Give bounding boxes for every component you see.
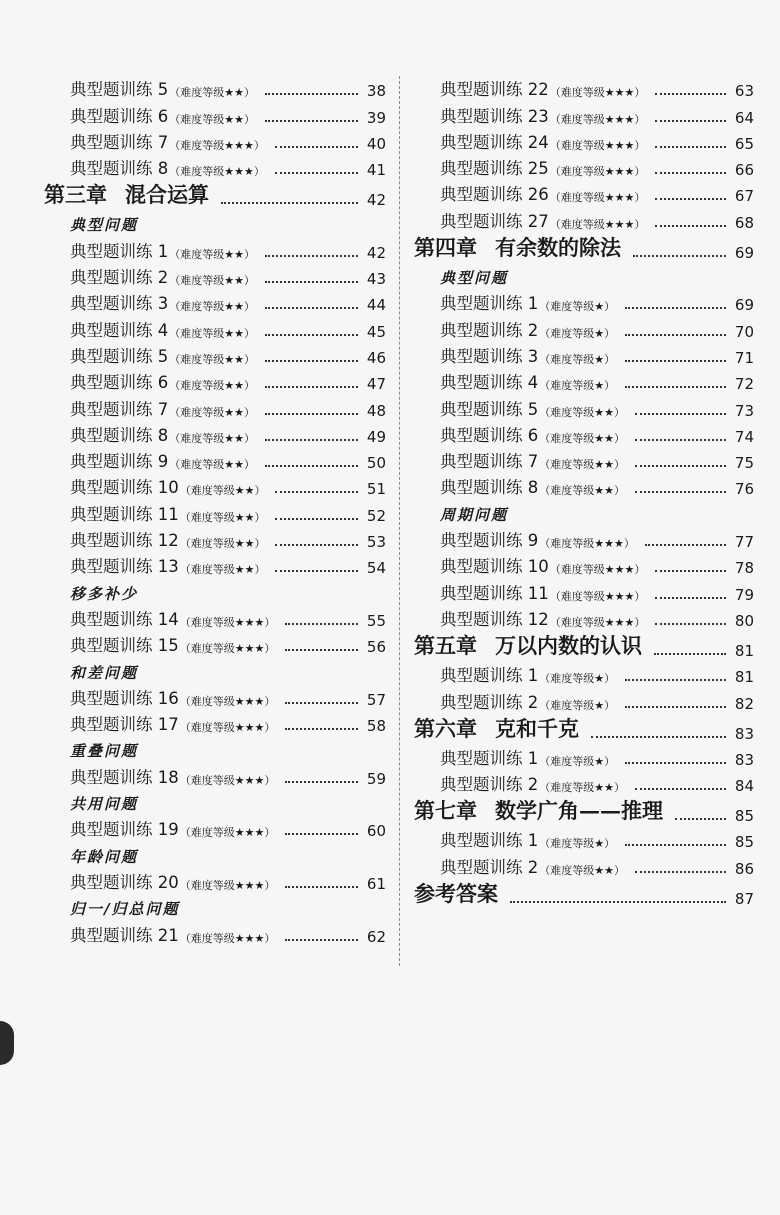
- chapter-title: 混合运算: [125, 182, 209, 208]
- chapter-number: 第六章: [414, 715, 477, 741]
- page-number: 42: [366, 243, 386, 262]
- entry-title: 典型题训练 7: [70, 399, 169, 419]
- entry-title: 典型题训练 1: [440, 666, 539, 686]
- dot-leader: [285, 886, 358, 888]
- page-number: 63: [734, 82, 754, 101]
- dot-leader: [625, 386, 726, 388]
- entry-title: 典型题训练 6: [70, 373, 169, 393]
- entry-title: 典型题训练 9: [440, 531, 539, 551]
- difficulty-rating: （难度等级★★★）: [179, 931, 276, 945]
- page-number: 40: [366, 134, 386, 153]
- dot-leader: [675, 818, 726, 820]
- page-number: 69: [734, 296, 754, 315]
- toc-entry[interactable]: [414, 472, 754, 498]
- entry-title: 典型题训练 21: [70, 925, 179, 945]
- entry-title: 典型题训练 23: [440, 106, 549, 126]
- dot-leader: [265, 413, 358, 415]
- dot-leader: [285, 939, 358, 941]
- toc-entry[interactable]: [414, 525, 754, 551]
- difficulty-rating: （难度等级★★）: [169, 86, 255, 100]
- toc-entry[interactable]: [44, 761, 386, 787]
- difficulty-rating: （难度等级★★）: [179, 537, 266, 551]
- entry-title: 典型题训练 15: [70, 636, 179, 656]
- toc-entry[interactable]: [44, 314, 386, 340]
- difficulty-rating: （难度等级★★★）: [179, 773, 276, 787]
- toc-entry[interactable]: [414, 604, 754, 630]
- toc-entry[interactable]: [44, 446, 386, 472]
- dot-leader: [655, 597, 726, 599]
- page-number: 75: [734, 454, 754, 473]
- difficulty-rating: （难度等级★）: [539, 754, 616, 768]
- entry-title: 典型题训练 6: [70, 106, 169, 126]
- difficulty-rating: （难度等级★★）: [539, 405, 625, 419]
- difficulty-rating: （难度等级★）: [539, 326, 616, 340]
- page-number: 46: [366, 348, 386, 367]
- section-heading: [44, 209, 386, 235]
- page-number: 69: [734, 243, 754, 262]
- page-number: 56: [366, 638, 386, 657]
- page-number: 59: [366, 769, 386, 788]
- toc-entry[interactable]: [414, 551, 754, 577]
- entry-title: 典型题训练 11: [440, 583, 549, 603]
- page-number: 81: [734, 641, 754, 660]
- difficulty-rating: （难度等级★★）: [179, 563, 266, 577]
- toc-entry[interactable]: [44, 235, 386, 261]
- toc-entry[interactable]: [414, 660, 754, 686]
- difficulty-rating: （难度等级★★★）: [549, 589, 646, 603]
- dot-leader: [285, 623, 358, 625]
- toc-entry[interactable]: [414, 74, 754, 100]
- toc-entry[interactable]: [44, 153, 386, 179]
- toc-entry[interactable]: [44, 288, 386, 314]
- dot-leader: [265, 439, 358, 441]
- dot-leader: [265, 465, 358, 467]
- toc-entry[interactable]: [414, 288, 754, 314]
- toc-entry[interactable]: [44, 367, 386, 393]
- entry-title: 典型题训练 1: [440, 748, 539, 768]
- difficulty-rating: （难度等级★★）: [169, 112, 255, 126]
- difficulty-rating: （难度等级★★）: [539, 484, 625, 498]
- toc-entry[interactable]: [44, 420, 386, 446]
- page-number: 50: [366, 454, 386, 473]
- difficulty-rating: （难度等级★★★）: [179, 721, 276, 735]
- toc-entry[interactable]: [414, 393, 754, 419]
- entry-title: 典型题训练 22: [440, 80, 549, 100]
- section-heading: [44, 893, 386, 919]
- dot-leader: [221, 202, 358, 204]
- difficulty-rating: （难度等级★★★）: [179, 615, 276, 629]
- entry-title: 典型题训练 1: [70, 241, 169, 261]
- toc-entry[interactable]: [414, 420, 754, 446]
- entry-title: 典型题训练 13: [70, 557, 179, 577]
- chapter-title: 克和千克: [495, 715, 579, 741]
- entry-title: 典型题训练 7: [70, 132, 169, 152]
- page-number: 53: [366, 533, 386, 552]
- difficulty-rating: （难度等级★★）: [169, 458, 255, 472]
- page-number: 60: [366, 822, 386, 841]
- entry-title: 典型题训练 8: [440, 478, 539, 498]
- column-divider: [399, 76, 400, 966]
- chapter-heading[interactable]: [414, 878, 754, 908]
- toc-entry[interactable]: [414, 851, 754, 877]
- section-title: 共用问题: [70, 795, 139, 814]
- section-title: 典型问题: [440, 269, 509, 288]
- page-number: 77: [734, 533, 754, 552]
- toc-entry[interactable]: [414, 100, 754, 126]
- dot-leader: [265, 281, 358, 283]
- page-number: 85: [734, 807, 754, 826]
- toc-entry[interactable]: [414, 341, 754, 367]
- entry-title: 典型题训练 14: [70, 609, 179, 629]
- dot-leader: [655, 198, 726, 200]
- page-number: 73: [734, 401, 754, 420]
- chapter-title: 有余数的除法: [495, 234, 621, 260]
- entry-title: 典型题训练 9: [70, 452, 169, 472]
- toc-entry[interactable]: [44, 814, 386, 840]
- page-number: 42: [366, 191, 386, 210]
- difficulty-rating: （难度等级★★★）: [549, 112, 646, 126]
- toc-entry[interactable]: [44, 709, 386, 735]
- entry-title: 典型题训练 3: [440, 346, 539, 366]
- entry-title: 典型题训练 7: [440, 452, 539, 472]
- section-title: 归一/归总问题: [70, 900, 180, 919]
- section-title: 周期问题: [440, 505, 509, 524]
- dot-leader: [625, 679, 726, 681]
- difficulty-rating: （难度等级★）: [539, 300, 616, 314]
- toc-entry[interactable]: [44, 498, 386, 524]
- dot-leader: [625, 307, 726, 309]
- page-number: 49: [366, 427, 386, 446]
- difficulty-rating: （难度等级★★）: [539, 458, 625, 472]
- dot-leader: [625, 360, 726, 362]
- toc-entry[interactable]: [44, 525, 386, 551]
- entry-title: 典型题训练 1: [440, 294, 539, 314]
- section-title: 移多补少: [70, 584, 139, 603]
- dot-leader: [625, 706, 726, 708]
- dot-leader: [265, 120, 358, 122]
- dot-leader: [285, 781, 358, 783]
- section-title: 年龄问题: [70, 847, 139, 866]
- toc-entry[interactable]: [414, 825, 754, 851]
- toc-entry[interactable]: [44, 630, 386, 656]
- dot-leader: [625, 334, 726, 336]
- difficulty-rating: （难度等级★）: [539, 837, 616, 851]
- dot-leader: [635, 788, 726, 790]
- dot-leader: [655, 623, 726, 625]
- page-number: 74: [734, 427, 754, 446]
- difficulty-rating: （难度等级★★）: [169, 300, 255, 314]
- chapter-number: 第七章: [414, 798, 477, 824]
- dot-leader: [635, 413, 726, 415]
- difficulty-rating: （难度等级★）: [539, 379, 616, 393]
- difficulty-rating: （难度等级★★）: [169, 247, 255, 261]
- chapter-number: 第四章: [414, 234, 477, 260]
- difficulty-rating: （难度等级★★★）: [549, 165, 646, 179]
- difficulty-rating: （难度等级★★★）: [179, 878, 276, 892]
- toc-entry[interactable]: [44, 74, 386, 100]
- section-heading: [44, 577, 386, 603]
- entry-title: 典型题训练 5: [70, 346, 169, 366]
- entry-title: 典型题训练 4: [440, 373, 539, 393]
- dot-leader: [285, 833, 358, 835]
- section-heading: [44, 788, 386, 814]
- entry-title: 典型题训练 5: [70, 80, 169, 100]
- dot-leader: [265, 255, 358, 257]
- section-heading: [44, 656, 386, 682]
- page-number: 70: [734, 322, 754, 341]
- dot-leader: [635, 871, 726, 873]
- entry-title: 典型题训练 26: [440, 185, 549, 205]
- page-number: 84: [734, 777, 754, 796]
- toc-entry[interactable]: [44, 919, 386, 945]
- toc-entry[interactable]: [44, 262, 386, 288]
- toc-entry[interactable]: [414, 686, 754, 712]
- toc-entry[interactable]: [44, 127, 386, 153]
- toc-entry[interactable]: [414, 127, 754, 153]
- toc-entry[interactable]: [414, 577, 754, 603]
- entry-title: 典型题训练 4: [70, 320, 169, 340]
- entry-title: 典型题训练 17: [70, 715, 179, 735]
- dot-leader: [275, 518, 358, 520]
- entry-title: 典型题训练 6: [440, 425, 539, 445]
- dot-leader: [655, 172, 726, 174]
- entry-title: 典型题训练 1: [440, 831, 539, 851]
- dot-leader: [275, 146, 358, 148]
- page-number: 76: [734, 480, 754, 499]
- page-number: 48: [366, 401, 386, 420]
- entry-title: 典型题训练 20: [70, 872, 179, 892]
- section-heading: [44, 735, 386, 761]
- page-number: 79: [734, 585, 754, 604]
- toc-entry[interactable]: [414, 153, 754, 179]
- chapter-heading[interactable]: [44, 179, 386, 209]
- difficulty-rating: （难度等级★★）: [169, 379, 255, 393]
- dot-leader: [655, 225, 726, 227]
- dot-leader: [635, 491, 726, 493]
- chapter-heading[interactable]: [414, 713, 754, 743]
- difficulty-rating: （难度等级★★★）: [179, 694, 276, 708]
- entry-title: 典型题训练 16: [70, 688, 179, 708]
- page-number: 78: [734, 559, 754, 578]
- page-number: 65: [734, 134, 754, 153]
- toc-entry[interactable]: [44, 551, 386, 577]
- difficulty-rating: （难度等级★★）: [539, 863, 625, 877]
- dot-leader: [285, 649, 358, 651]
- dot-leader: [285, 728, 358, 730]
- section-heading: [44, 840, 386, 866]
- dot-leader: [655, 570, 726, 572]
- page-number: 87: [734, 889, 754, 908]
- page-number: 51: [366, 480, 386, 499]
- difficulty-rating: （难度等级★★）: [169, 326, 255, 340]
- page-number: 45: [366, 322, 386, 341]
- chapter-heading[interactable]: [414, 232, 754, 262]
- entry-title: 典型题训练 2: [440, 857, 539, 877]
- page-number: 86: [734, 859, 754, 878]
- chapter-heading[interactable]: [414, 795, 754, 825]
- difficulty-rating: （难度等级★★）: [179, 484, 266, 498]
- dot-leader: [275, 172, 358, 174]
- entry-title: 典型题训练 8: [70, 425, 169, 445]
- dot-leader: [635, 439, 726, 441]
- page-number: 67: [734, 187, 754, 206]
- entry-title: 典型题训练 12: [70, 531, 179, 551]
- difficulty-rating: （难度等级★★）: [169, 274, 255, 288]
- difficulty-rating: （难度等级★★）: [539, 431, 625, 445]
- page-number: 81: [734, 668, 754, 687]
- dot-leader: [591, 736, 726, 738]
- section-title: 和差问题: [70, 663, 139, 682]
- page-number: 41: [366, 161, 386, 180]
- difficulty-rating: （难度等级★）: [539, 698, 616, 712]
- dot-leader: [510, 901, 726, 903]
- page-number: 57: [366, 690, 386, 709]
- chapter-title: 万以内数的认识: [495, 632, 642, 658]
- entry-title: 典型题训练 18: [70, 767, 179, 787]
- dot-leader: [655, 146, 726, 148]
- difficulty-rating: （难度等级★★★）: [179, 826, 276, 840]
- entry-title: 典型题训练 25: [440, 159, 549, 179]
- dot-leader: [265, 360, 358, 362]
- dot-leader: [655, 93, 726, 95]
- dot-leader: [275, 491, 358, 493]
- difficulty-rating: （难度等级★★★）: [179, 642, 276, 656]
- section-heading: [414, 498, 754, 524]
- entry-title: 典型题训练 11: [70, 504, 179, 524]
- page-number: 62: [366, 927, 386, 946]
- toc-entry[interactable]: [414, 769, 754, 795]
- toc-entry[interactable]: [414, 205, 754, 231]
- difficulty-rating: （难度等级★★★）: [549, 86, 646, 100]
- page-number: 72: [734, 375, 754, 394]
- difficulty-rating: （难度等级★★★）: [549, 615, 646, 629]
- difficulty-rating: （难度等级★★）: [169, 405, 255, 419]
- page-number: 83: [734, 750, 754, 769]
- toc-entry[interactable]: [414, 314, 754, 340]
- dot-leader: [625, 762, 726, 764]
- difficulty-rating: （难度等级★★）: [179, 510, 266, 524]
- page-number: 43: [366, 270, 386, 289]
- page-number: 58: [366, 717, 386, 736]
- entry-title: 典型题训练 8: [70, 159, 169, 179]
- dot-leader: [654, 653, 726, 655]
- toc-entry[interactable]: [414, 367, 754, 393]
- chapter-number: 第五章: [414, 632, 477, 658]
- toc-left-column: [44, 74, 386, 946]
- page-number: 66: [734, 161, 754, 180]
- difficulty-rating: （难度等级★★★）: [549, 138, 646, 152]
- entry-title: 典型题训练 12: [440, 609, 549, 629]
- toc-entry[interactable]: [414, 179, 754, 205]
- section-heading: [414, 262, 754, 288]
- dot-leader: [285, 702, 358, 704]
- dot-leader: [645, 544, 726, 546]
- difficulty-rating: （难度等级★）: [539, 352, 616, 366]
- difficulty-rating: （难度等级★★★）: [539, 537, 635, 551]
- difficulty-rating: （难度等级★）: [539, 672, 616, 686]
- dot-leader: [265, 93, 358, 95]
- difficulty-rating: （难度等级★★）: [169, 352, 255, 366]
- entry-title: 典型题训练 10: [70, 478, 179, 498]
- page-number: 82: [734, 694, 754, 713]
- difficulty-rating: （难度等级★★★）: [169, 165, 265, 179]
- difficulty-rating: （难度等级★★★）: [169, 138, 265, 152]
- toc-entry[interactable]: [414, 743, 754, 769]
- entry-title: 典型题训练 3: [70, 294, 169, 314]
- difficulty-rating: （难度等级★★★）: [549, 191, 646, 205]
- dot-leader: [655, 120, 726, 122]
- toc-entry[interactable]: [44, 393, 386, 419]
- chapter-heading[interactable]: [414, 630, 754, 660]
- page-number: 44: [366, 296, 386, 315]
- page-number: 55: [366, 611, 386, 630]
- dot-leader: [265, 307, 358, 309]
- entry-title: 典型题训练 27: [440, 211, 549, 231]
- difficulty-rating: （难度等级★★）: [539, 781, 625, 795]
- page-number: 80: [734, 611, 754, 630]
- page-number: 52: [366, 506, 386, 525]
- page-number: 38: [366, 82, 386, 101]
- page-number: 61: [366, 874, 386, 893]
- entry-title: 典型题训练 5: [440, 399, 539, 419]
- page-number: 54: [366, 559, 386, 578]
- toc-entry[interactable]: [44, 100, 386, 126]
- toc-entry[interactable]: [414, 446, 754, 472]
- entry-title: 典型题训练 2: [440, 775, 539, 795]
- section-title: 典型问题: [70, 216, 139, 235]
- toc-entry[interactable]: [44, 867, 386, 893]
- toc-entry[interactable]: [44, 604, 386, 630]
- entry-title: 典型题训练 2: [440, 692, 539, 712]
- chapter-title: 参考答案: [414, 880, 498, 906]
- entry-title: 典型题训练 2: [70, 268, 169, 288]
- dot-leader: [265, 334, 358, 336]
- toc-entry[interactable]: [44, 341, 386, 367]
- entry-title: 典型题训练 19: [70, 820, 179, 840]
- dot-leader: [635, 465, 726, 467]
- page-number: 68: [734, 213, 754, 232]
- toc-entry[interactable]: [44, 472, 386, 498]
- difficulty-rating: （难度等级★★★）: [549, 563, 646, 577]
- chapter-number: 第三章: [44, 182, 107, 208]
- dot-leader: [633, 255, 726, 257]
- entry-title: 典型题训练 10: [440, 557, 549, 577]
- dot-leader: [265, 386, 358, 388]
- toc-entry[interactable]: [44, 683, 386, 709]
- page-number: 39: [366, 108, 386, 127]
- page-edge-mark: [0, 1021, 14, 1065]
- dot-leader: [275, 570, 358, 572]
- page-number: 71: [734, 348, 754, 367]
- page-number: 85: [734, 833, 754, 852]
- chapter-title: 数学广角——推理: [495, 798, 663, 824]
- entry-title: 典型题训练 2: [440, 320, 539, 340]
- section-title: 重叠问题: [70, 742, 139, 761]
- difficulty-rating: （难度等级★★）: [169, 431, 255, 445]
- toc-right-column: [414, 74, 754, 908]
- page-number: 47: [366, 375, 386, 394]
- dot-leader: [625, 844, 726, 846]
- page-number: 64: [734, 108, 754, 127]
- difficulty-rating: （难度等级★★★）: [549, 217, 646, 231]
- page-number: 83: [734, 724, 754, 743]
- dot-leader: [275, 544, 358, 546]
- entry-title: 典型题训练 24: [440, 132, 549, 152]
